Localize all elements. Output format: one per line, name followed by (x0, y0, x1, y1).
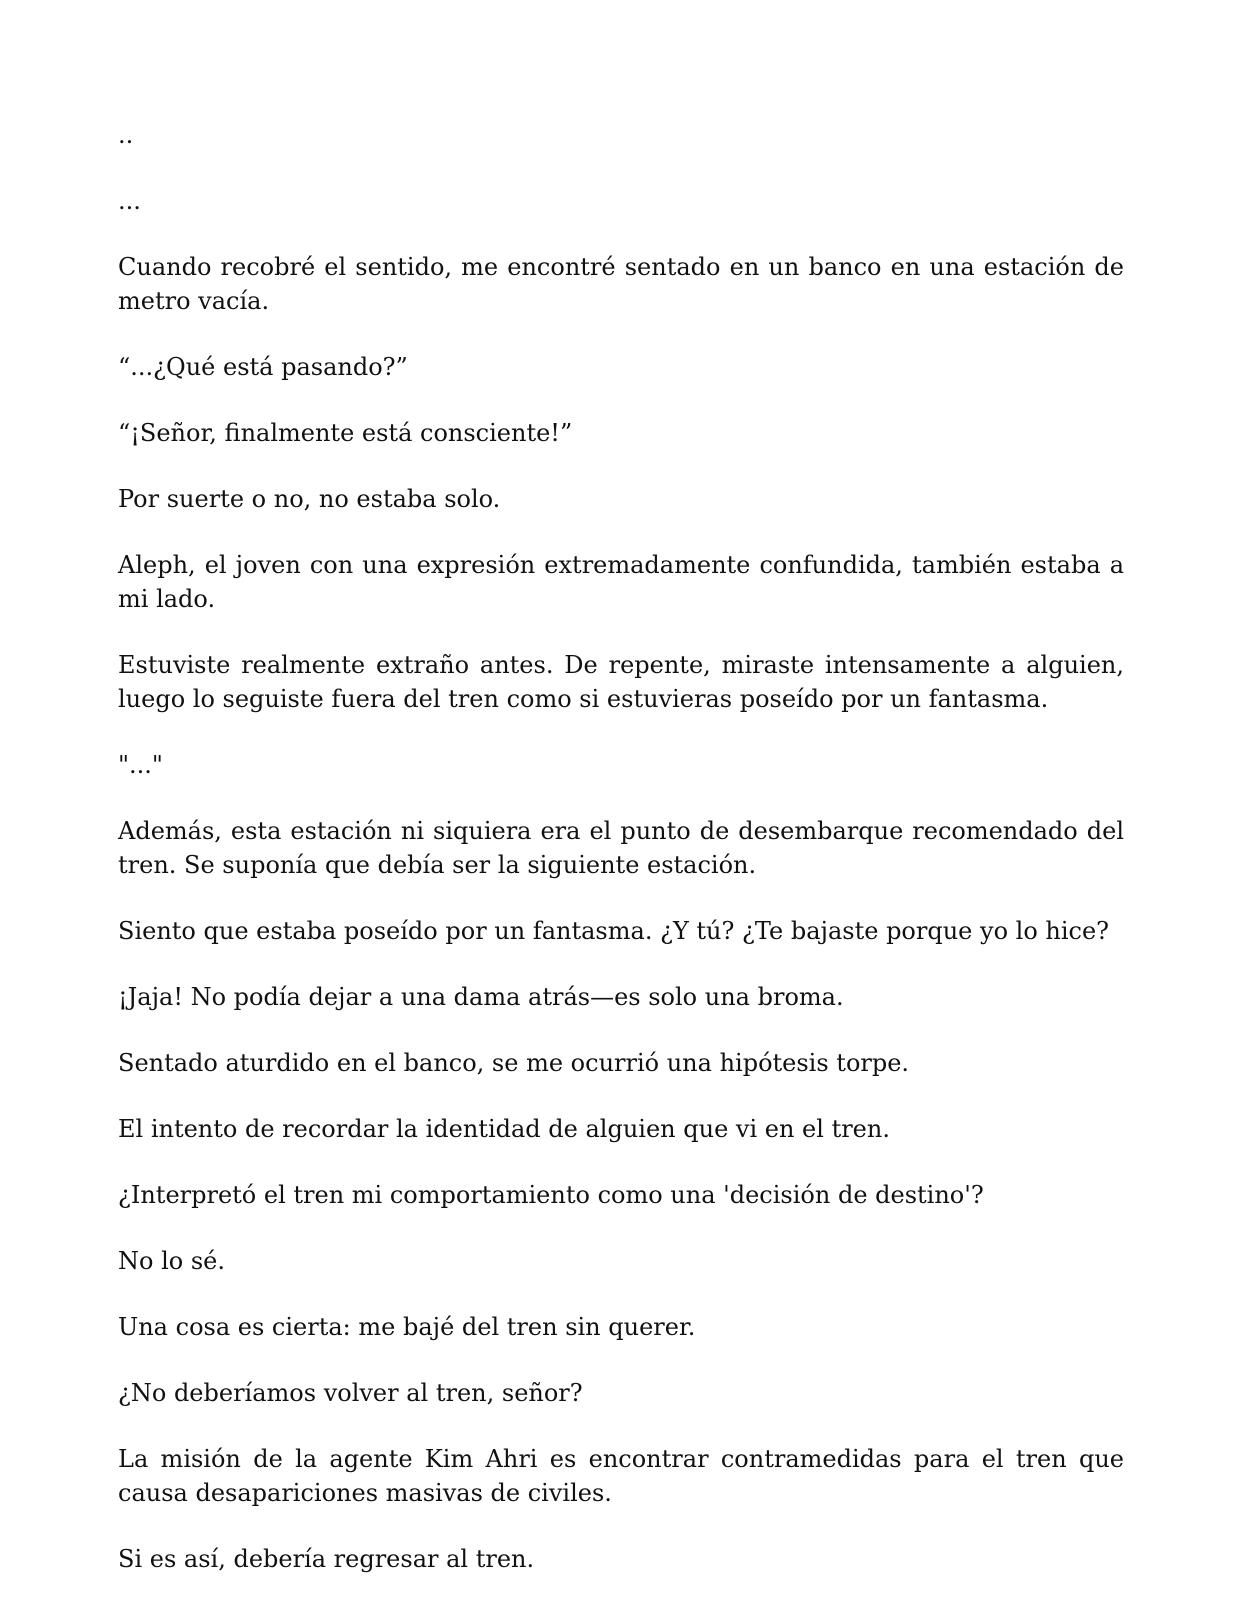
paragraph-17: Una cosa es cierta: me bajé del tren sin querer. (118, 1313, 696, 1341)
paragraph-11: Siento que estaba poseído por un fantasma. ¿Y tú? ¿Te bajaste porque yo lo hice? (118, 917, 1110, 945)
paragraph-15: ¿Interpretó el tren mi comportamiento como una 'decisión de destino'? (118, 1181, 984, 1209)
paragraph-13: Sentado aturdido en el banco, se me ocurrió una hipótesis torpe. (118, 1049, 910, 1077)
paragraph-1: .. (118, 121, 134, 149)
paragraph-3: Cuando recobré el sentido, me encontré sentado en un banco en una estación de metro vacía. (118, 253, 1124, 315)
paragraph-16: No lo sé. (118, 1247, 225, 1275)
paragraph-2: ... (118, 187, 141, 215)
paragraph-20: Si es así, debería regresar al tren. (118, 1545, 535, 1573)
paragraph-9: "..." (118, 751, 163, 779)
paragraph-7: Aleph, el joven con una expresión extremadamente confundida, también estaba a mi lado. (118, 551, 1124, 613)
paragraph-14: El intento de recordar la identidad de alguien que vi en el tren. (118, 1115, 890, 1143)
document-body (118, 118, 1124, 1608)
paragraph-10: Además, esta estación ni siquiera era el punto de desembarque recomendado del tren. Se suponía que debía ser la siguiente estación. (118, 817, 1124, 879)
paragraph-5: “¡Señor, finalmente está consciente!” (118, 419, 573, 447)
paragraph-4: “...¿Qué está pasando?” (118, 353, 408, 381)
paragraph-19: La misión de la agente Kim Ahri es encontrar contramedidas para el tren que causa desapariciones masivas de civiles. (118, 1445, 1124, 1507)
paragraph-8: Estuviste realmente extraño antes. De repente, miraste intensamente a alguien, luego lo seguiste fuera del tren como si estuvieras poseído por un fantasma. (118, 651, 1124, 713)
paragraph-12: ¡Jaja! No podía dejar a una dama atrás—es solo una broma. (118, 983, 844, 1011)
paragraph-18: ¿No deberíamos volver al tren, señor? (118, 1379, 583, 1407)
paragraph-6: Por suerte o no, no estaba solo. (118, 485, 501, 513)
